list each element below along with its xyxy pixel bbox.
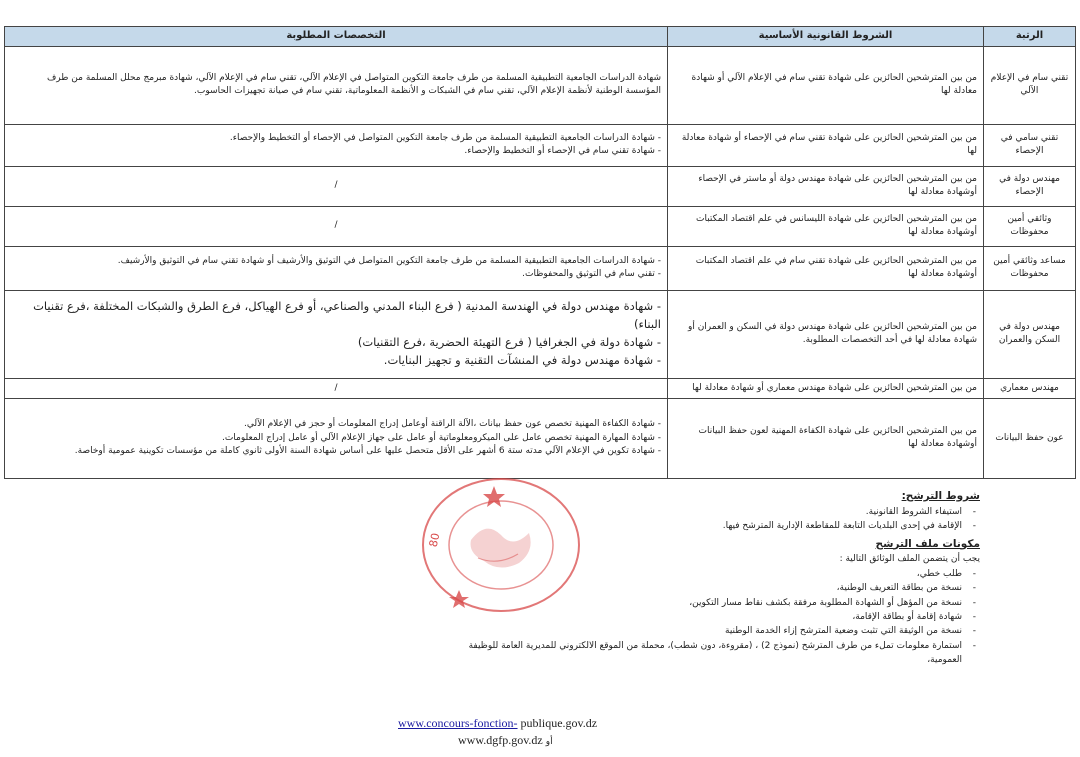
link-line-1	[398, 715, 658, 732]
file-item: - نسخة من المؤهل أو الشهادة المطلوبة مرفقة بكشف نقاط مسار التكوين،	[460, 596, 980, 610]
header-rank: الرتبة	[984, 27, 1076, 47]
specialties-cell	[5, 290, 668, 378]
table-row	[5, 290, 1076, 378]
specialties-cell	[5, 46, 668, 124]
candidacy-list	[460, 505, 980, 534]
header-specialties: التخصصات المطلوبة	[5, 27, 668, 47]
file-item: - طلب خطي،	[460, 567, 980, 581]
candidacy-item: - استيفاء الشروط القانونية.	[460, 505, 980, 519]
file-item: - نسخة من بطاقة التعريف الوطنية،	[460, 581, 980, 595]
specialty-item: - شهادة تقني سام في الإحصاء أو التخطيط والإحصاء.	[464, 146, 661, 156]
specialties-cell	[5, 206, 668, 246]
specialty-item: /	[334, 220, 338, 231]
file-item: - استمارة معلومات تملء من طرف المترشح (نموذج 2) ، (مقروءة، دون شطب)، محملة من الموقع الالكتروني للمديرية العامة للوظيفة العمومية،	[460, 639, 980, 668]
specialty-item: - شهادة دولة في الجغرافيا ( فرع التهيئة الحضرية ،فرع التقنيات)	[357, 335, 661, 349]
link-line-2	[398, 732, 658, 749]
specialty-item: شهادة الدراسات الجامعية التطبيقية المسلمة من طرف جامعة التكوين المتواصل في الإعلام الآلي، تقني سام في الإعلام الآلي، شهادة مبرمج محلل المسلمة من طرف المؤسسة الوطنية لأنظمة الإعلام الآلي، تقني سام في الشبكات و الأنظمة المعلوماتية، تقني سام في صيانة تجهيزات الحاسوب.	[46, 72, 661, 96]
specialties-cell	[5, 246, 668, 290]
rank-cell: مهندس معماري	[984, 378, 1076, 398]
conditions-cell: من بين المترشحين الحائزين على شهادة مهندس دولة في السكن و العمران أو شهادة معادلة لها في أحد التخصصات المطلوبة.	[668, 290, 984, 378]
specialty-item: - تقني سام في التوثيق والمحفوظات.	[522, 269, 661, 279]
table-row	[5, 46, 1076, 124]
file-item: - نسخة من الوثيقة التي تثبت وضعية المترشح إزاء الخدمة الوطنية	[460, 624, 980, 638]
conditions-cell: من بين المترشحين الحائزين على شهادة تقني سام في الإعلام الآلي أو شهادة معادلة لها	[668, 46, 984, 124]
rank-cell: عون حفظ البيانات	[984, 398, 1076, 478]
specialty-item: /	[334, 382, 338, 393]
specialties-cell	[5, 166, 668, 206]
conditions-cell: من بين المترشحين الحائزين على شهادة الكفاءة المهنية لعون حفظ البيانات أوشهادة معادلة لها	[668, 398, 984, 478]
specialty-item: - شهادة المهارة المهنية تخصص عامل على الميكرومعلوماتية أو عامل على جهاز الإعلام الآلي أو عامل إدراج المعلومات.	[221, 432, 661, 443]
specialty-item: - شهادة الدراسات الجامعية التطبيقية المسلمة من طرف جامعة التكوين المتواصل في الإحصاء أو التخطيط والإحصاء.	[229, 132, 661, 143]
conditions-cell: من بين المترشحين الحائزين على شهادة تقني سام في علم اقتصاد المكتبات أوشهادة معادلة لها	[668, 246, 984, 290]
concours-link[interactable]: www.concours-fonction-	[398, 716, 518, 730]
specialty-item: - شهادة الدراسات الجامعية التطبيقية المسلمة من طرف جامعة التكوين المتواصل في التوثيق والأرشيف أو شهادة تقني سام في التوثيق والأرشيف.	[117, 255, 661, 266]
rank-cell: وثائقي أمين محفوظات	[984, 206, 1076, 246]
file-title: مكونات ملف الترشح	[875, 537, 980, 550]
conditions-cell: من بين المترشحين الحائزين على شهادة مهندس معماري أو شهادة معادلة لها	[668, 378, 984, 398]
rank-cell: مهندس دولة في السكن والعمران	[984, 290, 1076, 378]
table-row	[5, 378, 1076, 398]
table-row	[5, 246, 1076, 290]
header-conditions: الشروط القانونية الأساسية	[668, 27, 984, 47]
file-list	[460, 567, 980, 668]
specialty-item: /	[334, 180, 338, 191]
conditions-cell: من بين المترشحين الحائزين على شهادة مهندس دولة أو ماستر في الإحصاء أوشهادة معادلة لها	[668, 166, 984, 206]
table-row	[5, 166, 1076, 206]
specialty-item: - شهادة مهندس دولة في المنشآت التقنية و تجهيز البنايات.	[383, 352, 661, 367]
specialty-item: - شهادة تكوين في الإعلام الآلي مدته ستة 6 أشهر على الأقل متحصل عليها على أساس شهادة السنة الأولى ثانوي كاملة من مؤسسات تكوينية عمومية أوخاصة.	[74, 445, 661, 456]
file-item: - شهادة إقامة أو بطاقة الإقامة،	[460, 610, 980, 624]
specialties-cell	[5, 378, 668, 398]
table-row	[5, 398, 1076, 478]
stamp-number: 80	[426, 531, 443, 549]
specialty-item: - شهادة مهندس دولة في الهندسة المدنية ( فرع البناء المدني والصناعي، أو فرع الهياكل، فرع الطرق والشبكات المختلفة ،فرع تقنيات البناء)	[33, 299, 661, 332]
candidacy-section	[460, 488, 980, 668]
table-row	[5, 206, 1076, 246]
rank-cell: تقني سامي في الإحصاء	[984, 124, 1076, 166]
rank-cell: مساعد وثائقي أمين محفوظات	[984, 246, 1076, 290]
conditions-cell: من بين المترشحين الحائزين على شهادة الليسانس في علم اقتصاد المكتبات أوشهادة معادلة لها	[668, 206, 984, 246]
links-block	[398, 715, 658, 750]
specialty-item: - شهادة الكفاءة المهنية تخصص عون حفظ بيانات ،الآلة الراقنة أوعامل إدراج المعلومات أو حجز في الإعلام الآلي.	[243, 419, 661, 430]
concours-link-tail: publique.gov.dz	[517, 716, 598, 730]
specialties-cell	[5, 124, 668, 166]
file-intro: يجب أن يتضمن الملف الوثائق التالية :	[839, 554, 980, 565]
table-row	[5, 124, 1076, 166]
table-header-row	[5, 27, 1076, 47]
recruitment-table	[4, 26, 1076, 479]
candidacy-item: - الإقامة في إحدى البلديات التابعة للمقاطعة الإدارية المترشح فيها.	[460, 519, 980, 533]
rank-cell: تقني سام في الإعلام الآلي	[984, 46, 1076, 124]
conditions-cell: من بين المترشحين الحائزين على شهادة تقني سام في الإحصاء أو شهادة معادلة لها	[668, 124, 984, 166]
or-word: أو	[545, 737, 553, 748]
specialties-cell	[5, 398, 668, 478]
candidacy-title: شروط الترشح:	[901, 490, 980, 502]
rank-cell: مهندس دولة في الإحصاء	[984, 166, 1076, 206]
dgfp-link[interactable]: www.dgfp.gov.dz	[458, 733, 543, 748]
